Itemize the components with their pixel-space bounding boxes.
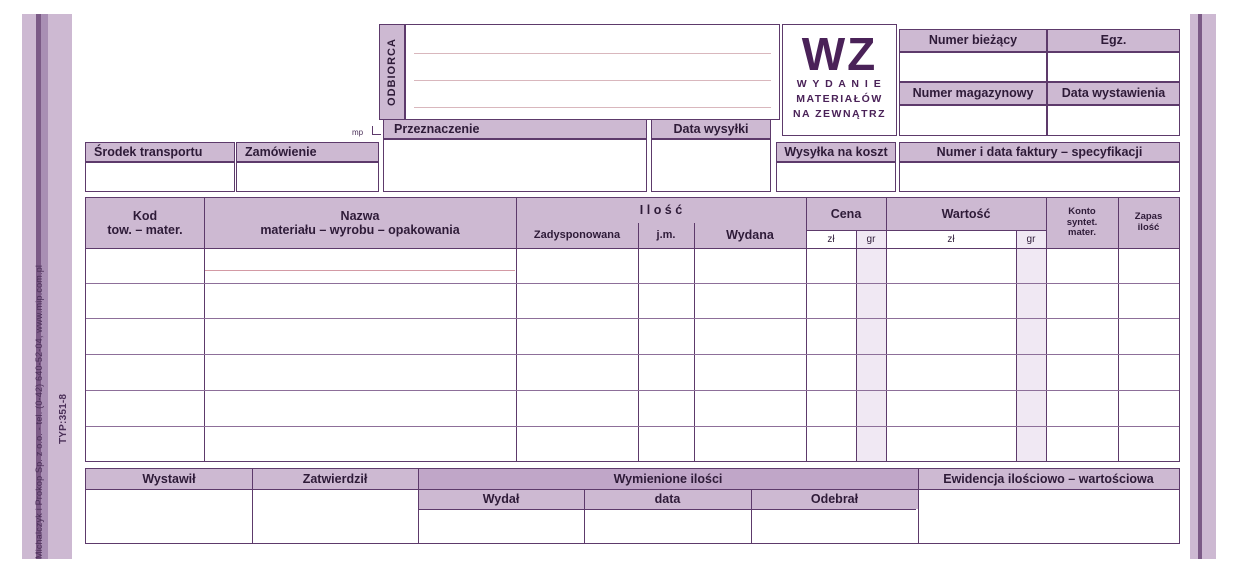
zamowienie-label: Zamówienie bbox=[245, 144, 317, 159]
data-label: data bbox=[654, 491, 681, 506]
col-header-konto bbox=[1046, 198, 1118, 248]
numer-biezacy-header bbox=[899, 29, 1047, 52]
ewidencja-header bbox=[918, 469, 1179, 489]
zamowienie-header bbox=[236, 142, 379, 162]
hline-header-bottom bbox=[86, 248, 1179, 249]
col-header-cena-zl bbox=[806, 230, 856, 248]
srodek-transportu-label: Środek transportu bbox=[94, 144, 203, 159]
numer-magazynowy-header bbox=[899, 82, 1047, 105]
cena-zl-label: zł bbox=[827, 234, 835, 245]
mp-mark: mp bbox=[352, 128, 364, 137]
col-header-cena-label: Cena bbox=[830, 206, 862, 221]
wz-logo-block bbox=[782, 24, 897, 136]
wystawil-header bbox=[86, 469, 252, 489]
mp-corner-mark bbox=[372, 126, 381, 135]
przeznaczenie-label: Przeznaczenie bbox=[394, 121, 480, 136]
egz-value[interactable] bbox=[1047, 52, 1180, 82]
wymienione-ilosci-label: Wymienione ilości bbox=[613, 471, 723, 486]
col-header-kod-line1: Kod bbox=[132, 208, 158, 223]
col-header-jm-label: j.m. bbox=[656, 229, 676, 242]
data-wysylki-header bbox=[651, 119, 771, 139]
odbiorca-label bbox=[379, 24, 405, 120]
wydal-label: Wydał bbox=[482, 491, 520, 506]
col-header-nazwa bbox=[204, 198, 516, 248]
srodek-transportu-header bbox=[85, 142, 235, 162]
numer-i-data-faktury-header bbox=[899, 142, 1180, 162]
col-header-wartosc bbox=[886, 198, 1046, 230]
col-header-kod bbox=[86, 198, 204, 248]
przeznaczenie-header bbox=[383, 119, 647, 139]
col-header-zapas-line1: Zapas bbox=[1134, 211, 1163, 223]
col-header-wartosc-zl bbox=[886, 230, 1016, 248]
col-header-zadysponowana-label: Zadysponowana bbox=[533, 229, 621, 242]
col-header-wartosc-label: Wartość bbox=[941, 206, 991, 221]
first-row-hint-rule bbox=[205, 270, 515, 271]
vline-konto bbox=[1118, 198, 1119, 461]
numer-magazynowy-value[interactable] bbox=[899, 105, 1047, 136]
data-wystawienia-value[interactable] bbox=[1047, 105, 1180, 136]
odbiorca-field[interactable] bbox=[405, 24, 780, 120]
col-header-konto-line2: syntet. bbox=[1066, 216, 1098, 228]
col-header-jm bbox=[638, 223, 694, 248]
ewidencja-value[interactable] bbox=[918, 489, 1179, 543]
col-header-wartosc-gr bbox=[1016, 230, 1046, 248]
data-wystawienia-header bbox=[1047, 82, 1180, 105]
right-bar-light2 bbox=[1202, 14, 1216, 559]
wysylka-na-koszt-label: Wysyłka na koszt bbox=[784, 144, 888, 159]
col-header-zadysponowana bbox=[516, 223, 638, 248]
wystawil-value[interactable] bbox=[86, 489, 252, 543]
zamowienie-value[interactable] bbox=[236, 162, 379, 192]
odebral-header bbox=[751, 489, 918, 509]
ewidencja-label: Ewidencja ilościowo – wartościowa bbox=[943, 471, 1154, 486]
vline-cena bbox=[886, 198, 887, 461]
table-row-divider-4 bbox=[86, 390, 1179, 391]
table-row-divider-2 bbox=[86, 318, 1179, 319]
data-wysylki-label: Data wysyłki bbox=[673, 121, 749, 136]
vline-kod bbox=[204, 198, 205, 461]
table-row-divider-3 bbox=[86, 354, 1179, 355]
wz-title: WZ bbox=[801, 28, 878, 80]
table-row-divider-5 bbox=[86, 426, 1179, 427]
col-header-wydana-label: Wydana bbox=[726, 228, 774, 243]
odebral-label: Odebrał bbox=[810, 491, 859, 506]
wydal-header bbox=[418, 489, 584, 509]
form-code-text: TYP:351-8 bbox=[58, 393, 69, 444]
wystawil-label: Wystawił bbox=[142, 471, 196, 486]
signatures-table bbox=[85, 468, 1180, 544]
numer-magazynowy-label: Numer magazynowy bbox=[912, 86, 1034, 101]
egz-label: Egz. bbox=[1100, 33, 1127, 48]
col-header-zapas-line2: ilość bbox=[1137, 222, 1160, 233]
left-spine bbox=[22, 14, 72, 559]
col-header-nazwa-line2: materiału – wyrobu – opakowania bbox=[260, 223, 460, 237]
col-header-cena-gr bbox=[856, 230, 886, 248]
vline-nazwa bbox=[516, 198, 517, 461]
wartosc-zl-label: zł bbox=[947, 234, 955, 245]
col-header-kod-line2: tow. – mater. bbox=[107, 223, 183, 237]
odebral-value[interactable] bbox=[751, 509, 918, 543]
wysylka-na-koszt-value[interactable] bbox=[776, 162, 896, 192]
items-table bbox=[85, 197, 1180, 462]
data-wysylki-value[interactable] bbox=[651, 139, 771, 192]
bottom-vline-5 bbox=[918, 469, 919, 543]
odbiorca-rule-2 bbox=[414, 80, 771, 81]
vline-wydana bbox=[806, 198, 807, 461]
data-header bbox=[584, 489, 751, 509]
wz-sub-line-2: MATERIAŁÓW bbox=[796, 93, 883, 106]
data-value[interactable] bbox=[584, 509, 751, 543]
col-header-konto-line1: Konto bbox=[1068, 205, 1096, 217]
wydal-value[interactable] bbox=[418, 509, 584, 543]
right-spine bbox=[1190, 14, 1216, 559]
zatwierdzil-label: Zatwierdził bbox=[302, 471, 368, 486]
col-header-ilosc-label: I l o ś ć bbox=[639, 203, 683, 218]
col-header-ilosc bbox=[516, 198, 806, 223]
numer-biezacy-value[interactable] bbox=[899, 52, 1047, 82]
przeznaczenie-value[interactable] bbox=[383, 139, 647, 192]
wysylka-na-koszt-header bbox=[776, 142, 896, 162]
bottom-vline-1 bbox=[252, 469, 253, 543]
vline-wartosc bbox=[1046, 198, 1047, 461]
bottom-vline-2 bbox=[418, 469, 419, 543]
numer-i-data-faktury-value[interactable] bbox=[899, 162, 1180, 192]
col-header-konto-line3: mater. bbox=[1068, 227, 1096, 239]
cena-gr-label: gr bbox=[866, 234, 876, 245]
wartosc-gr-label: gr bbox=[1026, 234, 1036, 245]
zatwierdzil-value[interactable] bbox=[252, 489, 418, 543]
bottom-vline-4 bbox=[751, 489, 752, 543]
col-header-cena bbox=[806, 198, 886, 230]
wymienione-ilosci-header bbox=[418, 469, 918, 489]
srodek-transportu-value[interactable] bbox=[85, 162, 235, 192]
odbiorca-rule-3 bbox=[414, 107, 771, 108]
odbiorca-rule-1 bbox=[414, 53, 771, 54]
col-header-zapas bbox=[1118, 198, 1179, 248]
bottom-hline-2 bbox=[418, 509, 916, 510]
col-header-nazwa-line1: Nazwa bbox=[340, 208, 380, 223]
right-bar-light bbox=[1190, 14, 1198, 559]
zatwierdzil-header bbox=[252, 469, 418, 489]
numer-i-data-faktury-label: Numer i data faktury – specyfikacji bbox=[936, 144, 1143, 159]
publisher-text: Michalczyk i Prokop Sp. z o.o. - tel. (0-42) 640-52-04, www.mip.com.pl bbox=[34, 264, 44, 559]
wz-sub-line-1: W Y D A N I E bbox=[796, 78, 883, 90]
col-header-wydana bbox=[694, 223, 806, 248]
egz-header bbox=[1047, 29, 1180, 52]
numer-biezacy-label: Numer bieżący bbox=[928, 33, 1018, 48]
odbiorca-label-text: ODBIORCA bbox=[386, 38, 399, 106]
bottom-vline-3 bbox=[584, 489, 585, 543]
bottom-hline-1 bbox=[86, 489, 1179, 490]
table-row-divider-1 bbox=[86, 283, 1179, 284]
data-wystawienia-label: Data wystawienia bbox=[1061, 86, 1166, 101]
wz-sub-line-3: NA ZEWNĄTRZ bbox=[792, 108, 887, 121]
